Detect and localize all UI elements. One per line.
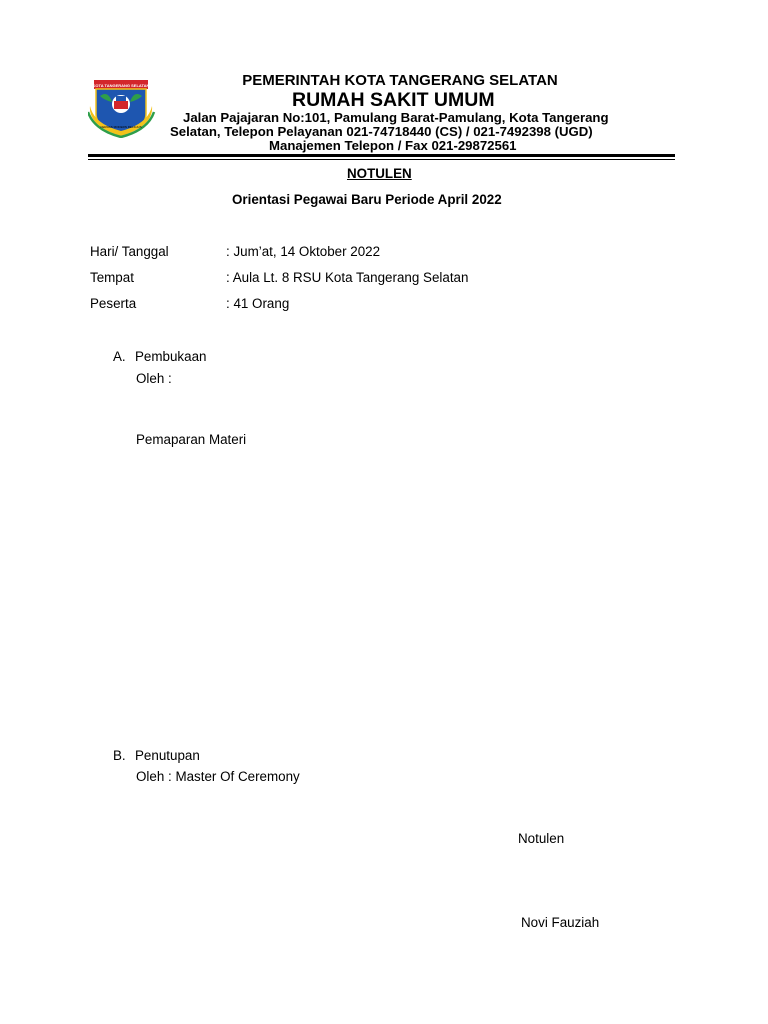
document-subtitle: Orientasi Pegawai Baru Periode April 2022 bbox=[232, 192, 502, 207]
address-line-1: Jalan Pajajaran No:101, Pamulang Barat-Pamulang, Kota Tangerang bbox=[183, 110, 609, 125]
detail-value-place: : Aula Lt. 8 RSU Kota Tangerang Selatan bbox=[226, 270, 469, 285]
city-emblem-logo bbox=[88, 76, 168, 138]
detail-label-place: Tempat bbox=[90, 270, 134, 285]
institution-heading: RUMAH SAKIT UMUM bbox=[292, 89, 495, 111]
detail-label-participants: Peserta bbox=[90, 296, 137, 311]
signature-role: Notulen bbox=[518, 831, 565, 846]
detail-value-date: : Jum’at, 14 Oktober 2022 bbox=[226, 244, 381, 259]
logo-top-text: KOTA TANGERANG SELATAN bbox=[92, 83, 150, 88]
signature-name: Novi Fauziah bbox=[521, 915, 600, 930]
section-b-title: Penutupan bbox=[135, 748, 200, 763]
section-a-heading bbox=[113, 349, 206, 364]
letterhead-divider-thin bbox=[88, 159, 675, 160]
detail-value-participants: : 41 Orang bbox=[226, 296, 290, 311]
detail-label-date: Hari/ Tanggal bbox=[90, 244, 169, 259]
section-b-by: Oleh : Master Of Ceremony bbox=[136, 769, 300, 784]
letterhead-divider-thick bbox=[88, 154, 675, 157]
section-a-marker: A. bbox=[113, 349, 126, 364]
address-line-2: Selatan, Telepon Pelayanan 021-74718440 (CS) / 021-7492398 (UGD) bbox=[170, 124, 593, 139]
section-b-marker: B. bbox=[113, 748, 126, 763]
address-line-3: Manajemen Telepon / Fax 021-29872561 bbox=[269, 138, 517, 153]
logo-bottom-text: CERDAS MODERN RELIGIUS bbox=[100, 125, 142, 129]
government-heading: PEMERINTAH KOTA TANGERANG SELATAN bbox=[242, 72, 558, 89]
materi-heading: Pemaparan Materi bbox=[136, 432, 247, 447]
section-b-heading bbox=[113, 748, 200, 763]
document-title: NOTULEN bbox=[347, 166, 412, 181]
section-a-by: Oleh : bbox=[136, 371, 172, 386]
section-a-title: Pembukaan bbox=[135, 349, 207, 364]
